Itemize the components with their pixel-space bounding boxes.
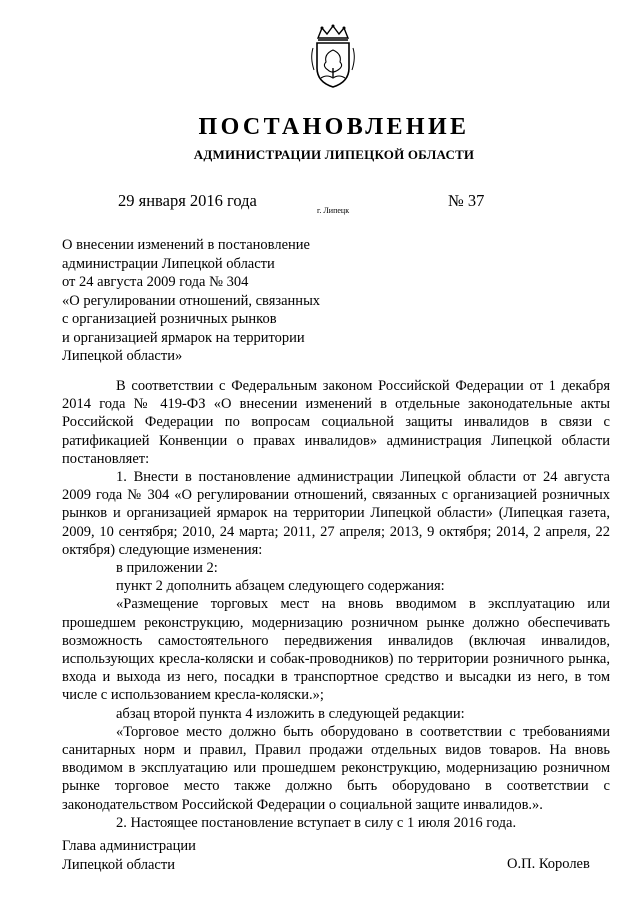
subject-line: и организацией ярмарок на территории bbox=[62, 329, 305, 346]
body-paragraph: в приложении 2: bbox=[116, 560, 218, 577]
document-number: № 37 bbox=[448, 191, 485, 210]
coat-of-arms-icon bbox=[308, 24, 358, 90]
subject-line: Липецкой области» bbox=[62, 348, 183, 364]
subject-line: с организацией розничных рынков bbox=[62, 311, 277, 327]
document-title: ПОСТАНОВЛЕНИЕ bbox=[198, 114, 470, 140]
document-date: 29 января 2016 года bbox=[118, 191, 257, 210]
subject-line: «О регулировании отношений, связанных bbox=[62, 292, 321, 309]
signatory-position-line: Липецкой области bbox=[62, 857, 175, 873]
subject-line: от 24 августа 2009 года № 304 bbox=[62, 274, 249, 290]
body-paragraph: пункт 2 дополнить абзацем следующего содержания: bbox=[116, 578, 445, 595]
subject-line: О внесении изменений в постановление bbox=[62, 237, 310, 253]
signatory-position-line: Глава администрации bbox=[62, 838, 196, 854]
document-subject bbox=[62, 236, 382, 366]
signatory-name: О.П. Королев bbox=[507, 856, 590, 872]
issuing-authority: АДМИНИСТРАЦИИ ЛИПЕЦКОЙ ОБЛАСТИ bbox=[193, 147, 475, 162]
body-paragraph: абзац второй пункта 4 изложить в следующей редакции: bbox=[116, 705, 465, 722]
document-city: г. Липецк bbox=[317, 206, 350, 215]
subject-line: администрации Липецкой области bbox=[62, 255, 275, 272]
signatory-position bbox=[62, 837, 196, 875]
document-body bbox=[62, 377, 610, 832]
body-paragraph: «Размещение торговых мест на вновь вводимом в эксплуатацию или прошедшем реконструкцию, модернизацию розничном рынке должно обеспечивать возможность самостоятельного передвижения инвалидов (включая инвалидов, использующих кресла-коляски и собак-проводников) по территории розничного рынка, входа и выхода из него, посадки в транспортное средство и высадки из него, в том числе с использованием кресла-коляски.»; bbox=[62, 596, 610, 704]
body-paragraph: В соответствии с Федеральным законом Российской Федерации от 1 декабря 2014 года № 419-ФЗ «О внесении изменений в отдельные законодательные акты Российской Федерации по вопросам социальной защиты инвалидов в связи с ратификацией Конвенции о правах инвалидов» администрация Липецкой области постановляет: bbox=[62, 378, 610, 467]
body-paragraph: 1. Внести в постановление администрации Липецкой области от 24 августа 2009 года № 304 «О регулировании отношений, связанных с организацией розничных рынков и организацией ярмарок на территории Липецкой области» (Липецкая газета, 2009, 10 сентября; 2010, 24 марта; 2011, 27 апреля; 2013, 9 октября; 2014, 2 апреля, 22 октября) следующие изменения: bbox=[62, 469, 610, 558]
body-paragraph: 2. Настоящее постановление вступает в силу с 1 июля 2016 года. bbox=[116, 814, 517, 831]
body-paragraph: «Торговое место должно быть оборудовано в соответствии с требованиями санитарных норм и правил, Правил продажи отдельных видов товаров. На вновь вводимом в эксплуатацию или прошедшем реконструкцию, модернизацию розничном рынке торговое место также должно быть оборудовано в соответствии с законодательством Российской Федерации о социальной защите инвалидов.». bbox=[62, 723, 610, 813]
